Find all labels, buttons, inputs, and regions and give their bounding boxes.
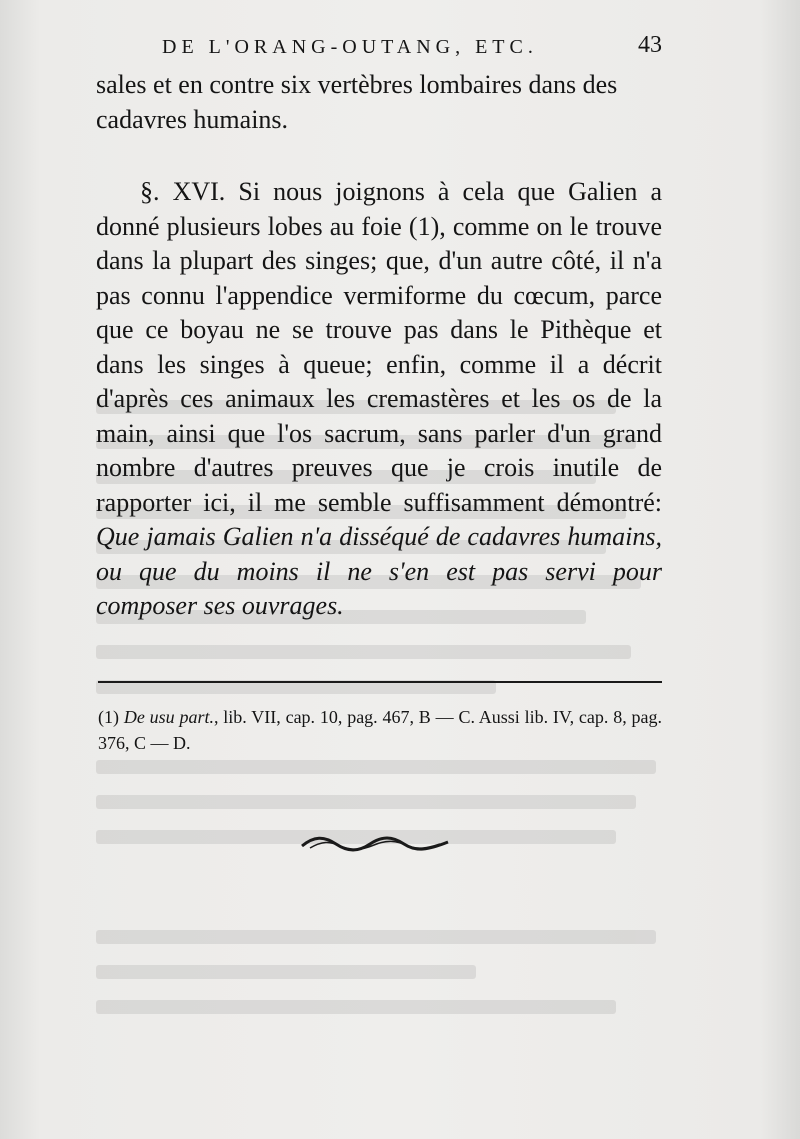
paragraph-2-text: §. XVI. Si nous joignons à cela que Galien a donné plusieurs lobes au foie (1), comme on le trouve dans la plupart des singes; que, d'un autre côté, il n'a pas connu l'appendice vermiforme du cœcum, parce que ce boyau ne se trouve pas dans le Pithèque et dans les singes à queue; enfin, comme il a décrit d'après ces animaux les cremastères et les os de la main, ainsi que l'os sacrum, sans parler d'un grand nombre d'autres preuves que je crois inutile de rapporter ici, il me semble suffisamment démontré:	[96, 177, 662, 517]
footnote-rule	[98, 681, 662, 683]
ornament-flourish	[300, 832, 450, 856]
footnote	[98, 704, 662, 756]
running-title: DE L'ORANG-OUTANG, ETC.	[162, 36, 538, 58]
paragraph-1: sales et en contre six vertèbres lombaires dans des cadavres humains.	[96, 70, 618, 134]
paragraph-2-emphasis: Que jamais Galien n'a disséqué de cadavres humains, ou que du moins il ne s'en est pas servi pour composer ses ouvrages.	[96, 522, 662, 620]
footnote-text: , lib. VII, cap. 10, pag. 467, B — C. Aussi lib. IV, cap. 8, pag. 376, C — D.	[98, 707, 663, 753]
page-header	[152, 32, 662, 66]
footnote-marker: (1)	[98, 707, 119, 727]
footnote-source: De usu part.	[123, 707, 214, 727]
page-number: 43	[638, 32, 662, 58]
paragraph-2	[96, 175, 662, 624]
body-text	[96, 68, 662, 624]
